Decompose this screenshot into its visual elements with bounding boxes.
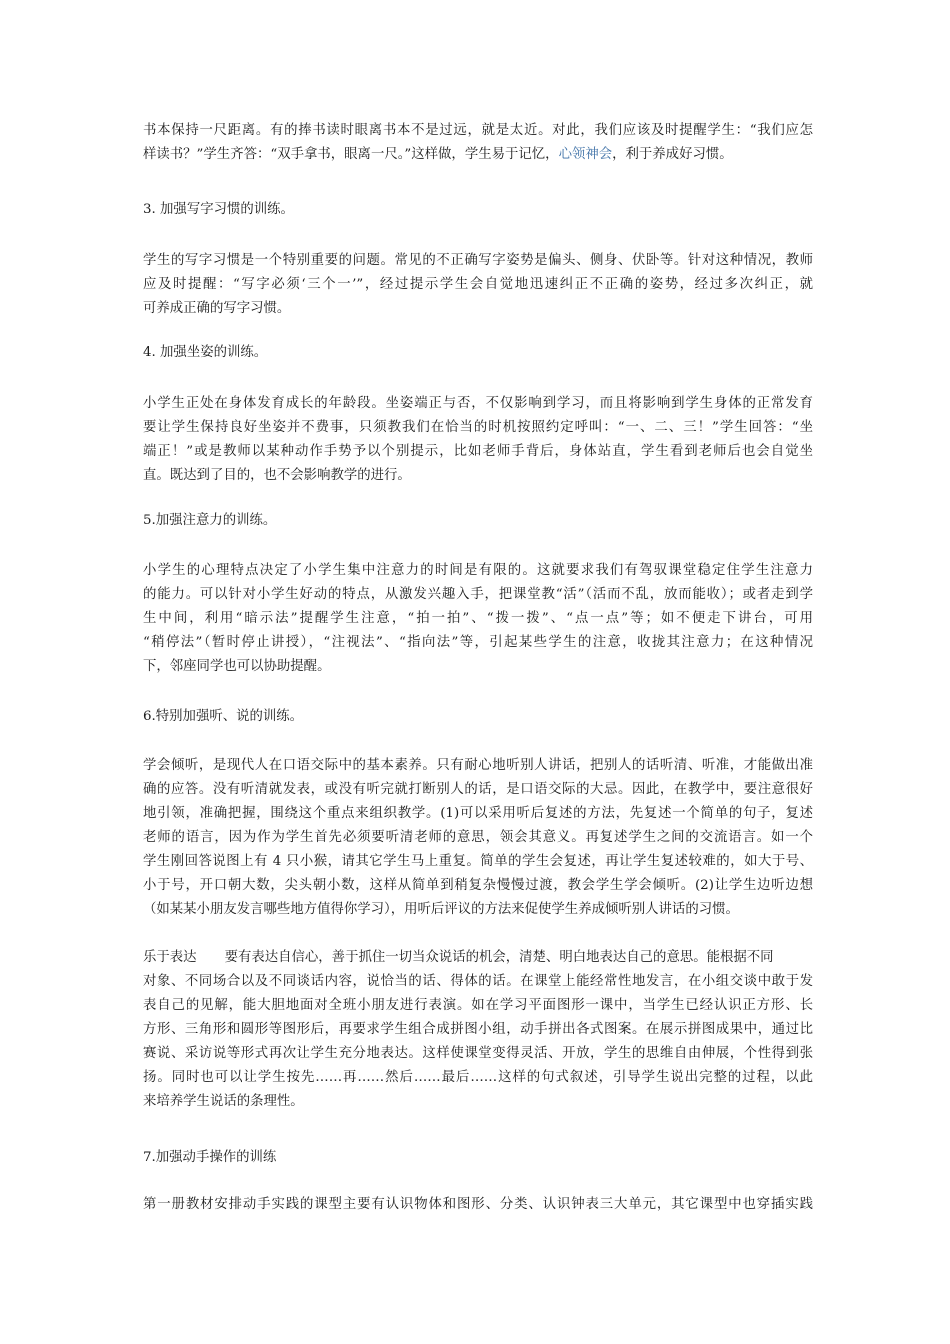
text-line: 扬。同时也可以让学生按先……再……然后……最后……这样的句式叙述，引导学生说出完整的过程，以此 (143, 1070, 813, 1085)
lead-term: 乐于表达 (143, 950, 197, 965)
text-line: 下，邻座同学也可以协助提醒。 (143, 659, 331, 674)
text-line: 对象、不同场合以及不同谈话内容，说恰当的话、得体的话。在课堂上能经常性地发言，在小组交谈中敢于发 (143, 974, 813, 989)
section-heading-4: 4. 加强坐姿的训练。 (143, 345, 268, 360)
text-line: 应及时提醒：“写字必须‘三个一’”，经过提示学生会自觉地迅速纠正不正确的姿势，经过多次纠正，就 (143, 277, 813, 292)
text-line: 小学生的心理特点决定了小学生集中注意力的时间是有限的。这就要求我们有驾驭课堂稳定住学生注意力 (143, 563, 813, 578)
paragraph-3 (143, 249, 813, 321)
paragraph-5 (143, 559, 813, 679)
text-line: 学会倾听，是现代人在口语交际中的基本素养。只有耐心地听别人讲话，把别人的话听清、听准，才能做出准 (143, 758, 813, 773)
text-line: 的能力。可以针对小学生好动的特点，从激发兴趣入手，把课堂教“活”（活而不乱，放而能收）；或者走到学 (143, 587, 813, 602)
text-line: 学生刚回答说图上有 4 只小猴，请其它学生马上重复。简单的学生会复述，再让学生复述较难的，如大于号、 (143, 854, 813, 869)
text-line: 方形、三角形和圆形等图形后，再要求学生组合成拼图小组，动手拼出各式图案。在展示拼图成果中，通过比 (143, 1022, 813, 1037)
section-heading-7: 7.加强动手操作的训练 (143, 1150, 277, 1165)
text-line: （如某某小朋友发言哪些地方值得你学习），用听后评议的方法来促使学生养成倾听别人讲话的习惯。 (143, 902, 739, 917)
section-heading-5: 5.加强注意力的训练。 (143, 513, 277, 528)
text-line: 学生的写字习惯是一个特别重要的问题。常见的不正确写字姿势是偏头、侧身、伏卧等。针对这种情况，教师 (143, 253, 813, 268)
paragraph-express (143, 946, 813, 1114)
text-line: 地引领，准确把握，围绕这个重点来组织教学。(1)可以采用听后复述的方法，先复述一个简单的句子，复述 (143, 806, 813, 821)
text-line (143, 143, 813, 167)
text-line (143, 946, 813, 970)
text-line: 小于号，开口朝大数，尖头朝小数，这样从简单到稍复杂慢慢过渡，教会学生学会倾听。(2)让学生边听边想 (143, 878, 813, 893)
text-line: 要让学生保持良好坐姿并不费事，只须教我们在恰当的时机按照约定呼叫：“一、二、三！”学生回答：“坐 (143, 420, 813, 435)
text-line: 老师的语言，因为作为学生首先必须要听清老师的意思，领会其意义。再复述学生之间的交流语言。如一个 (143, 830, 813, 845)
section-heading-6: 6.特别加强听、说的训练。 (143, 709, 304, 724)
text-line: 赛说、采访说等形式再次让学生充分地表达。这样使课堂变得灵活、开放，学生的思维自由伸展，个性得到张 (143, 1046, 813, 1061)
text-line: 确的应答。没有听清就发表，或没有听完就打断别人的话，是口语交际的大忌。因此，在教学中，要注意很好 (143, 782, 813, 797)
text-line: 直。既达到了目的，也不会影响教学的进行。 (143, 468, 411, 483)
text-line: 生中间，利用“暗示法”提醒学生注意，“拍一拍”、“拨一拨”、“点一点”等；如不便走下讲台，可用 (143, 611, 813, 626)
text-line: 可养成正确的写字习惯。 (143, 301, 291, 316)
text-span: 样读书？”学生齐答：“双手拿书，眼离一尺。”这样做，学生易于记忆， (143, 147, 559, 162)
paragraph-4 (143, 392, 813, 488)
text-span: 要有表达自信心，善于抓住一切当众说话的机会，清楚、明白地表达自己的意思。能根据不同 (224, 950, 774, 965)
paragraph-intro (143, 119, 813, 167)
idiom-link[interactable]: 心领神会 (558, 147, 613, 162)
text-line: 来培养学生说话的条理性。 (143, 1094, 304, 1109)
text-line: 表自己的见解，能大胆地面对全班小朋友进行表演。如在学习平面图形一课中，当学生已经认识正方形、长 (143, 998, 813, 1013)
text-span: ，利于养成好习惯。 (612, 147, 733, 162)
paragraph-7 (143, 1193, 813, 1217)
paragraph-6 (143, 754, 813, 922)
text-line: “稍停法”（暂时停止讲授），“注视法”、“指向法”等，引起某些学生的注意，收拢其注意力；在这种情况 (143, 635, 813, 650)
text-line: 小学生正处在身体发育成长的年龄段。坐姿端正与否，不仅影响到学习，而且将影响到学生身体的正常发育 (143, 396, 813, 411)
text-line: 端正！”或是教师以某种动作手势予以个别提示，比如老师手背后，身体站直，学生看到老师后也会自觉坐 (143, 444, 813, 459)
text-line: 第一册教材安排动手实践的课型主要有认识物体和图形、分类、认识钟表三大单元，其它课型中也穿插实践 (143, 1197, 813, 1212)
section-heading-3: 3. 加强写字习惯的训练。 (143, 202, 294, 217)
text-line: 书本保持一尺距离。有的捧书读时眼离书本不是过远，就是太近。对此，我们应该及时提醒学生：“我们应怎 (143, 123, 813, 138)
